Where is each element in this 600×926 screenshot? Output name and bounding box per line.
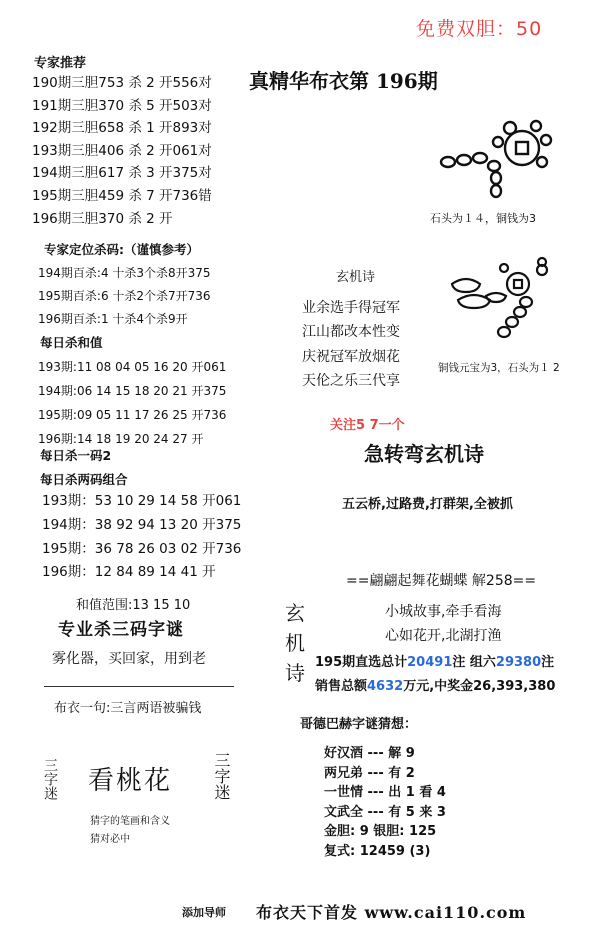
poem-label-char: 机 <box>285 631 305 655</box>
riddle-answer: 雾化器，买回家，用到老 <box>52 651 206 667</box>
list-item: 196期三胆370 杀 2 开 <box>32 210 173 227</box>
illustration-caption-2: 铜钱元宝为3，石头为１ 2 <box>438 362 560 374</box>
list-item: 195期百杀:6 十杀2个杀7开736 <box>38 289 211 303</box>
butterfly-riddle: ==翩翩起舞花蝴蝶 解258== <box>346 573 537 589</box>
poem-label-char: 诗 <box>285 661 305 685</box>
goldbach-list <box>324 744 446 861</box>
kill-two-title: 每日杀两码组合 <box>40 472 128 487</box>
list-item: 195期：36 78 26 03 02 开736 <box>42 540 242 557</box>
poem-line: 心如花开,北湖打渔 <box>385 628 502 644</box>
sales-number: 4632 <box>367 679 404 694</box>
list-item: 193期三胆406 杀 2 开061对 <box>32 142 212 159</box>
list-item: 金胆: 9 银胆: 125 <box>324 824 437 839</box>
list-item: 192期三胆658 杀 1 开893对 <box>32 120 212 137</box>
vertical-label-left: 三字迷 <box>42 758 58 800</box>
kill-one-title: 每日杀一码2 <box>40 448 112 463</box>
poem-line: 江山都改本性变 <box>302 324 400 341</box>
expert-title: 专家推荐 <box>34 56 87 71</box>
list-item: 195期三胆459 杀 7 开736错 <box>32 187 212 204</box>
poem-line: 业余选手得冠军 <box>302 300 400 316</box>
sales-label: 万元,中奖金26,393,380 <box>403 679 556 694</box>
list-item: 196期：12 84 89 14 41 开 <box>42 564 216 581</box>
ingots-coins-illustration <box>446 256 556 344</box>
brain-teaser-title: 急转弯玄机诗 <box>364 442 484 466</box>
list-item: 195期:09 05 11 17 26 25 开736 <box>38 408 227 422</box>
expert-list <box>32 72 212 230</box>
list-item: 复式: 12459 (3) <box>324 843 431 859</box>
daily-sum-title: 每日杀和值 <box>40 335 103 350</box>
sales-number: 20491 <box>407 655 453 670</box>
position-kill-list <box>38 262 211 331</box>
vertical-poem-label <box>285 598 305 688</box>
riddle-title: 专业杀三码字谜 <box>58 620 184 640</box>
list-item: 196期百杀:1 十杀4个杀9开 <box>38 312 188 326</box>
position-kill-title: 专家定位杀码:（谨慎参考） <box>44 242 199 257</box>
sum-range: 和值范围:13 15 10 <box>76 598 191 613</box>
poem <box>302 296 400 394</box>
poem-label-char: 玄 <box>285 601 305 625</box>
list-item: 文武全 --- 有 5 来 3 <box>324 804 446 820</box>
list-item: 194期百杀:4 十杀3个杀8开375 <box>38 266 211 280</box>
sales-label: 195期直选总计 <box>315 655 408 670</box>
list-item: 一世情 --- 出 1 看 4 <box>324 785 446 800</box>
riddle-hint: 猜字的笔画和含义 <box>90 816 170 827</box>
list-item: 190期三胆753 杀 2 开556对 <box>32 75 212 91</box>
poem-title: 玄机诗 <box>336 270 376 285</box>
brain-teaser-text: 五云桥,过路费,打群架,全被抓 <box>342 497 513 512</box>
stones-coins-illustration <box>430 118 562 208</box>
sales-number: 29380 <box>495 655 542 670</box>
kill-two-list <box>42 490 241 585</box>
list-item: 191期三胆370 杀 5 开503对 <box>32 97 212 114</box>
goldbach-title: 哥德巴赫字谜猜想： <box>300 717 418 732</box>
sales-label: 销售总额 <box>315 679 368 694</box>
follow-note: 关注5 7一个 <box>330 418 405 433</box>
divider <box>44 686 234 687</box>
sales-label: 注 组六 <box>452 655 496 670</box>
sales-label: 注 <box>541 655 555 670</box>
add-mentor-link[interactable]: 添加导师 <box>182 906 226 919</box>
poem-line: 庆祝冠军放烟花 <box>302 348 400 365</box>
list-item: 两兄弟 --- 有 2 <box>324 765 415 781</box>
list-item: 194期三胆617 杀 3 开375对 <box>32 165 212 182</box>
riddle-hint-2: 猜对必中 <box>90 834 130 845</box>
free-double-banner: 免费双胆：50 <box>416 18 543 40</box>
list-item: 194期:06 14 15 18 20 21 开375 <box>38 384 227 398</box>
list-item: 193期:11 08 04 05 16 20 开061 <box>38 360 227 374</box>
vertical-label-right: 三字迷 <box>212 752 231 800</box>
list-item: 194期：38 92 94 13 20 开375 <box>42 516 242 533</box>
list-item: 好汉酒 --- 解 9 <box>324 746 415 761</box>
sales-summary <box>315 651 554 670</box>
poem-line: 小城故事,牵手看海 <box>385 604 502 620</box>
list-item: 193期：53 10 29 14 58 开061 <box>42 493 242 509</box>
daily-sum-list <box>38 355 226 451</box>
sales-total <box>315 675 555 694</box>
poem-line: 天伦之乐三代享 <box>302 373 400 390</box>
peach-riddle: 看桃花 <box>88 766 173 796</box>
illustration-caption: 石头为１４，铜钱为3 <box>430 212 536 225</box>
list-item: 196期:14 18 19 20 24 27 开 <box>38 432 204 446</box>
site-footer: 布衣天下首发 www.cai110.com <box>256 903 527 922</box>
page-title: 真精华布衣第 196期 <box>249 69 438 93</box>
buyi-sentence: 布衣一句:三言两语被骗钱 <box>54 701 202 716</box>
